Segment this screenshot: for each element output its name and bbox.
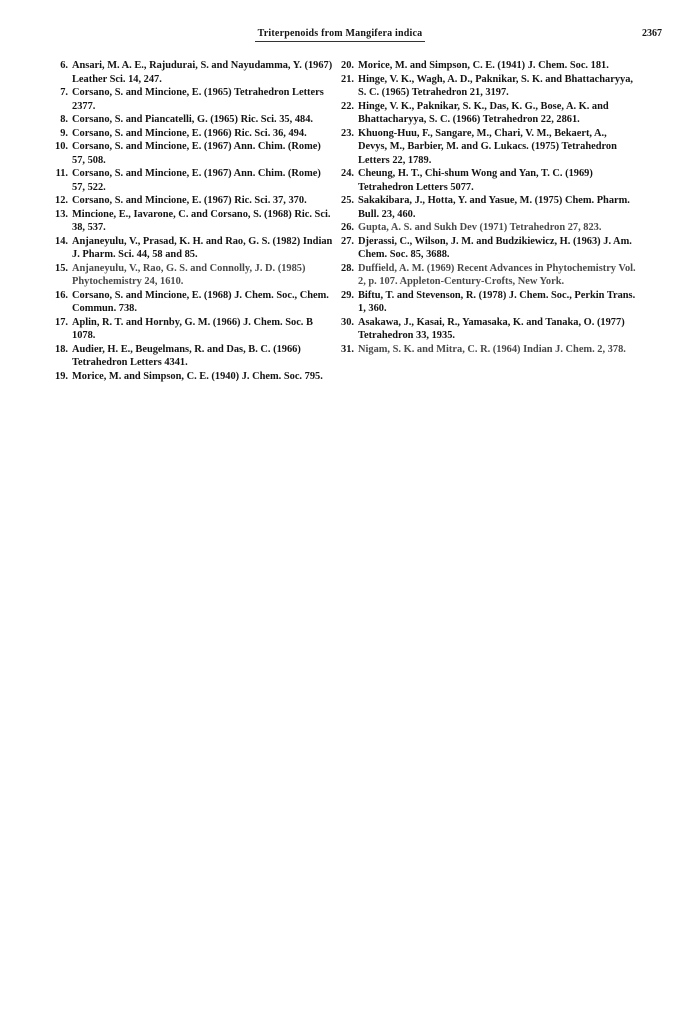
reference-number: 28. — [341, 262, 354, 274]
reference-text: Corsano, S. and Mincione, E. (1965) Tetrahedron Letters 2377. — [72, 87, 324, 112]
reference-number: 27. — [341, 235, 354, 247]
reference-number: 7. — [60, 87, 68, 98]
reference-text: Sakakibara, J., Hotta, Y. and Yasue, M. (1975) Chem. Pharm. Bull. 23, 460. — [358, 195, 630, 220]
reference-number: 21. — [341, 73, 354, 85]
reference-item — [50, 127, 334, 141]
reference-item — [336, 289, 636, 316]
reference-number: 14. — [55, 235, 68, 247]
reference-number: 13. — [55, 208, 68, 220]
reference-item — [336, 73, 636, 100]
reference-number: 12. — [55, 195, 68, 206]
reference-number: 30. — [341, 316, 354, 328]
reference-item — [336, 235, 636, 262]
reference-item — [336, 59, 636, 73]
reference-text: Audier, H. E., Beugelmans, R. and Das, B. C. (1966) Tetrahedron Letters 4341. — [72, 343, 301, 368]
reference-number: 17. — [55, 316, 68, 328]
reference-text: Mincione, E., Iavarone, C. and Corsano, S. (1968) Ric. Sci. 38, 537. — [72, 208, 331, 233]
reference-item — [50, 86, 334, 113]
reference-number: 18. — [55, 343, 68, 355]
reference-item — [50, 370, 334, 384]
reference-item — [50, 289, 334, 316]
reference-number: 20. — [341, 60, 354, 71]
reference-text: Hinge, V. K., Paknikar, S. K., Das, K. G., Bose, A. K. and Bhattacharyya, S. C. (1966) Tetrahedron 22, 2861. — [358, 100, 609, 125]
reference-number: 26. — [341, 222, 354, 233]
reference-text: Corsano, S. and Mincione, E. (1967) Ann. Chim. (Rome) 57, 508. — [72, 141, 321, 166]
reference-text: Corsano, S. and Mincione, E. (1966) Ric. Sci. 36, 494. — [72, 127, 307, 139]
reference-number: 10. — [55, 141, 68, 152]
reference-item — [336, 343, 636, 357]
reference-number: 8. — [60, 114, 68, 125]
reference-number: 6. — [60, 60, 68, 71]
reference-text: Corsano, S. and Piancatelli, G. (1965) Ric. Sci. 35, 484. — [72, 114, 314, 125]
reference-number: 16. — [55, 289, 68, 301]
reference-item — [336, 167, 636, 194]
reference-number: 22. — [341, 100, 354, 112]
reference-text: Djerassi, C., Wilson, J. M. and Budzikiewicz, H. (1963) J. Am. Chem. Soc. 85, 3688. — [358, 235, 632, 260]
reference-text: Cheung, H. T., Chi-shum Wong and Yan, T. C. (1969) Tetrahedron Letters 5077. — [358, 168, 593, 193]
reference-item — [336, 100, 636, 127]
reference-item — [50, 167, 334, 194]
reference-list-left — [50, 59, 334, 383]
reference-number: 15. — [55, 262, 68, 274]
reference-number: 25. — [341, 195, 354, 206]
reference-number: 31. — [341, 343, 354, 355]
reference-item — [50, 208, 334, 235]
reference-item — [50, 235, 334, 262]
reference-text: Morice, M. and Simpson, C. E. (1941) J. Chem. Soc. 181. — [358, 60, 609, 71]
reference-text: Hinge, V. K., Wagh, A. D., Paknikar, S. K. and Bhattacharyya, S. C. (1965) Tetrahedron 21, 3197. — [358, 73, 634, 98]
reference-item — [50, 262, 334, 289]
reference-text: Biftu, T. and Stevenson, R. (1978) J. Chem. Soc., Perkin Trans. 1, 360. — [358, 289, 636, 314]
reference-text: Asakawa, J., Kasai, R., Yamasaka, K. and Tanaka, O. (1977) Tetrahedron 33, 1935. — [358, 316, 625, 341]
reference-text: Gupta, A. S. and Sukh Dev (1971) Tetrahedron 27, 823. — [358, 222, 602, 233]
reference-number: 23. — [341, 127, 354, 139]
reference-text: Khuong-Huu, F., Sangare, M., Chari, V. M., Bekaert, A., Devys, M., Barbier, M. and G. Lukacs. (1975) Tetrahedron Letters 22, 1789. — [358, 127, 617, 166]
reference-text: Anjaneyulu, V., Prasad, K. H. and Rao, G. S. (1982) Indian J. Pharm. Sci. 44, 58 and 85. — [72, 235, 333, 260]
reference-number: 19. — [55, 370, 68, 382]
reference-item — [50, 113, 334, 127]
reference-number: 29. — [341, 289, 354, 301]
reference-item — [50, 343, 334, 370]
reference-item — [336, 316, 636, 343]
reference-item — [50, 316, 334, 343]
reference-text: Corsano, S. and Mincione, E. (1968) J. Chem. Soc., Chem. Commun. 738. — [72, 289, 329, 314]
reference-list-right — [336, 59, 636, 356]
reference-text: Morice, M. and Simpson, C. E. (1940) J. Chem. Soc. 795. — [72, 370, 323, 382]
reference-text: Ansari, M. A. E., Rajudurai, S. and Nayudamma, Y. (1967) Leather Sci. 14, 247. — [72, 60, 333, 85]
reference-text: Duffield, A. M. (1969) Recent Advances in Phytochemistry Vol. 2, p. 107. Appleton-Century-Crofts, New York. — [358, 262, 636, 287]
reference-text: Corsano, S. and Mincione, E. (1967) Ric. Sci. 37, 370. — [72, 195, 307, 206]
reference-item — [336, 127, 636, 168]
running-head — [0, 27, 696, 41]
reference-number: 9. — [60, 127, 68, 139]
running-title: Triterpenoids from Mangifera indica — [255, 27, 425, 42]
reference-item — [336, 262, 636, 289]
reference-text: Corsano, S. and Mincione, E. (1967) Ann. Chim. (Rome) 57, 522. — [72, 168, 321, 193]
reference-number: 11. — [55, 168, 68, 179]
reference-number: 24. — [341, 168, 354, 179]
reference-item — [50, 59, 334, 86]
reference-item — [50, 140, 334, 167]
reference-item — [336, 194, 636, 221]
reference-text: Aplin, R. T. and Hornby, G. M. (1966) J. Chem. Soc. B 1078. — [72, 316, 313, 341]
reference-text: Nigam, S. K. and Mitra, C. R. (1964) Indian J. Chem. 2, 378. — [358, 343, 626, 355]
page-number: 2367 — [642, 28, 662, 39]
reference-text: Anjaneyulu, V., Rao, G. S. and Connolly, J. D. (1985) Phytochemistry 24, 1610. — [72, 262, 306, 287]
reference-item — [50, 194, 334, 208]
reference-item — [336, 221, 636, 235]
